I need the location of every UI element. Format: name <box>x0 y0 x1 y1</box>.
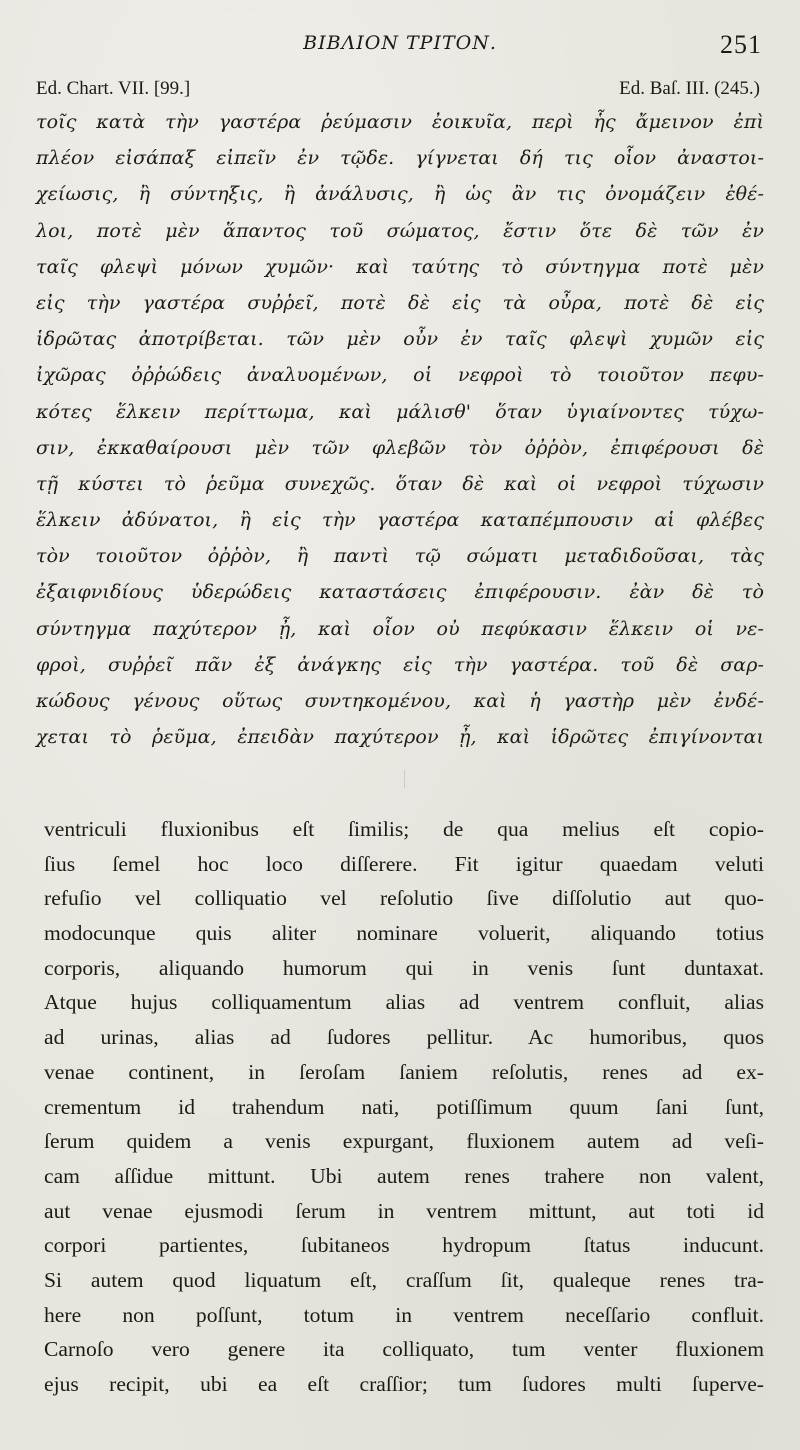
greek-text-line: εἰς τὴν γαστέρα συῤῥεῖ, ποτὲ δὲ εἰς τὰ οὖρα, ποτὲ δὲ εἰς <box>36 291 764 314</box>
running-title: ΒΙΒΛΙΟΝ ΤΡΙΤΟΝ. <box>303 32 497 54</box>
latin-text-line: Si autem quod liquatum eſt, craſſum ſit, qualeque renes tra- <box>44 1267 764 1292</box>
edition-reference-chartier: Ed. Chart. VII. [99.] <box>36 78 191 99</box>
latin-text-line: Atque hujus colliquamentum alias ad ventrem confluit, alias <box>44 990 764 1015</box>
page-number: 251 <box>720 30 762 59</box>
latin-text-line: cam aſſidue mittunt. Ubi autem renes trahere non valent, <box>44 1163 764 1188</box>
greek-text-line: τῇ κύστει τὸ ῥεῦμα συνεχῶς. ὅταν δὲ καὶ οἱ νεφροὶ τύχωσιν <box>36 472 764 495</box>
greek-text-line: τοῖς κατὰ τὴν γαστέρα ῥεύμασιν ἐοικυῖα, περὶ ἧς ἄμεινον ἐπὶ <box>36 111 764 133</box>
greek-text-line: ταῖς φλεψὶ μόνων χυμῶν· καὶ ταύτης τὸ σύντηγμα ποτὲ μὲν <box>36 255 764 278</box>
greek-text-line: ἐξαιφνιδίους ὑδερώδεις καταστάσεις ἐπιφέρουσιν. ἐὰν δὲ τὸ <box>36 581 764 604</box>
edition-reference-basel: Ed. Baſ. III. (245.) <box>619 78 760 99</box>
latin-text-line: ventriculi fluxionibus eſt ſimilis; de qua melius eſt copio- <box>44 817 764 841</box>
running-head <box>0 28 800 58</box>
latin-text-line: here non poſſunt, totum in ventrem neceſſario confluit. <box>44 1302 764 1327</box>
greek-text-line: λοι, ποτὲ μὲν ἅπαντος τοῦ σώματος, ἔστιν ὅτε δὲ τῶν ἐν <box>36 219 764 242</box>
greek-text-block <box>36 104 764 755</box>
greek-text-line: ἕλκειν ἀδύνατοι, ἢ εἰς τὴν γαστέρα καταπέμπουσιν αἱ φλέβες <box>36 509 764 532</box>
latin-text-line: aut venae ejusmodi ſerum in ventrem mittunt, aut toti id <box>44 1198 764 1223</box>
latin-text-line: ſerum quidem a venis expurgant, fluxionem autem ad veſi- <box>44 1129 764 1154</box>
greek-text-line: χείωσις, ἢ σύντηξις, ἢ ἀνάλυσις, ἢ ὡς ἂν τις ὀνομάζειν ἐθέ- <box>36 183 764 206</box>
greek-text-line: χεται τὸ ῥεῦμα, ἐπειδὰν παχύτερον ᾖ, καὶ ἱδρῶτες ἐπιγίνονται <box>36 726 764 749</box>
latin-text-line: Carnoſo vero genere ita colliquato, tum venter fluxionem <box>44 1337 764 1362</box>
greek-text-line: σύντηγμα παχύτερον ᾖ, καὶ οἷον οὐ πεφύκασιν ἕλκειν οἱ νε- <box>36 617 764 640</box>
latin-text-line: venae continent, in ſeroſam ſaniem reſolutis, renes ad ex- <box>44 1059 764 1084</box>
latin-text-line: refuſio vel colliquatio vel reſolutio ſive diſſolutio aut quo- <box>44 886 764 911</box>
latin-text-block <box>44 812 764 1402</box>
greek-text-line: τὸν τοιοῦτον ὀῤῥὸν, ἢ παντὶ τῷ σώματι μεταδιδοῦσαι, τὰς <box>36 545 764 568</box>
latin-text-line: ejus recipit, ubi ea eſt craſſior; tum ſudores multi ſuperve- <box>44 1372 764 1396</box>
greek-text-line: ἱδρῶτας ἀποτρίβεται. τῶν μὲν οὖν ἐν ταῖς φλεψὶ χυμῶν εἰς <box>36 328 764 351</box>
greek-text-line: σιν, ἐκκαθαίρουσι μὲν τῶν φλεβῶν τὸν ὀῤῥὸν, ἐπιφέρουσι δὲ <box>36 436 764 459</box>
latin-text-line: crementum id trahendum nati, potiſſimum quum ſani ſunt, <box>44 1094 764 1119</box>
latin-text-line: modocunque quis aliter nominare voluerit, aliquando totius <box>44 921 764 946</box>
greek-text-line: ἰχῶρας ὀῤῥώδεις ἀναλυομένων, οἱ νεφροὶ τὸ τοιοῦτον πεφυ- <box>36 364 764 387</box>
greek-text-line: κώδους γένους οὕτως συντηκομένου, καὶ ἡ γαστὴρ μὲν ἐνδέ- <box>36 690 764 712</box>
latin-text-line: ad urinas, alias ad ſudores pellitur. Ac humoribus, quos <box>44 1025 764 1050</box>
edition-references <box>36 78 760 104</box>
greek-text-line: κότες ἕλκειν περίττωμα, καὶ μάλισθ' ὅταν ὑγιαίνοντες τύχω- <box>36 400 764 423</box>
latin-text-line: corpori partientes, ſubitaneos hydropum ſtatus inducunt. <box>44 1233 764 1258</box>
greek-text-line: πλέον εἰσάπαξ εἰπεῖν ἐν τῷδε. γίγνεται δή τις οἷον ἀναστοι- <box>36 147 764 170</box>
greek-text-line: φροὶ, συῤῥεῖ πᾶν ἐξ ἀνάγκης εἰς τὴν γαστέρα. τοῦ δὲ σαρ- <box>36 653 764 676</box>
latin-text-line: corporis, aliquando humorum qui in venis ſunt duntaxat. <box>44 955 764 980</box>
latin-text-line: ſius ſemel hoc loco diſſerere. Fit igitur quaedam veluti <box>44 851 764 876</box>
margin-mark <box>404 770 405 788</box>
